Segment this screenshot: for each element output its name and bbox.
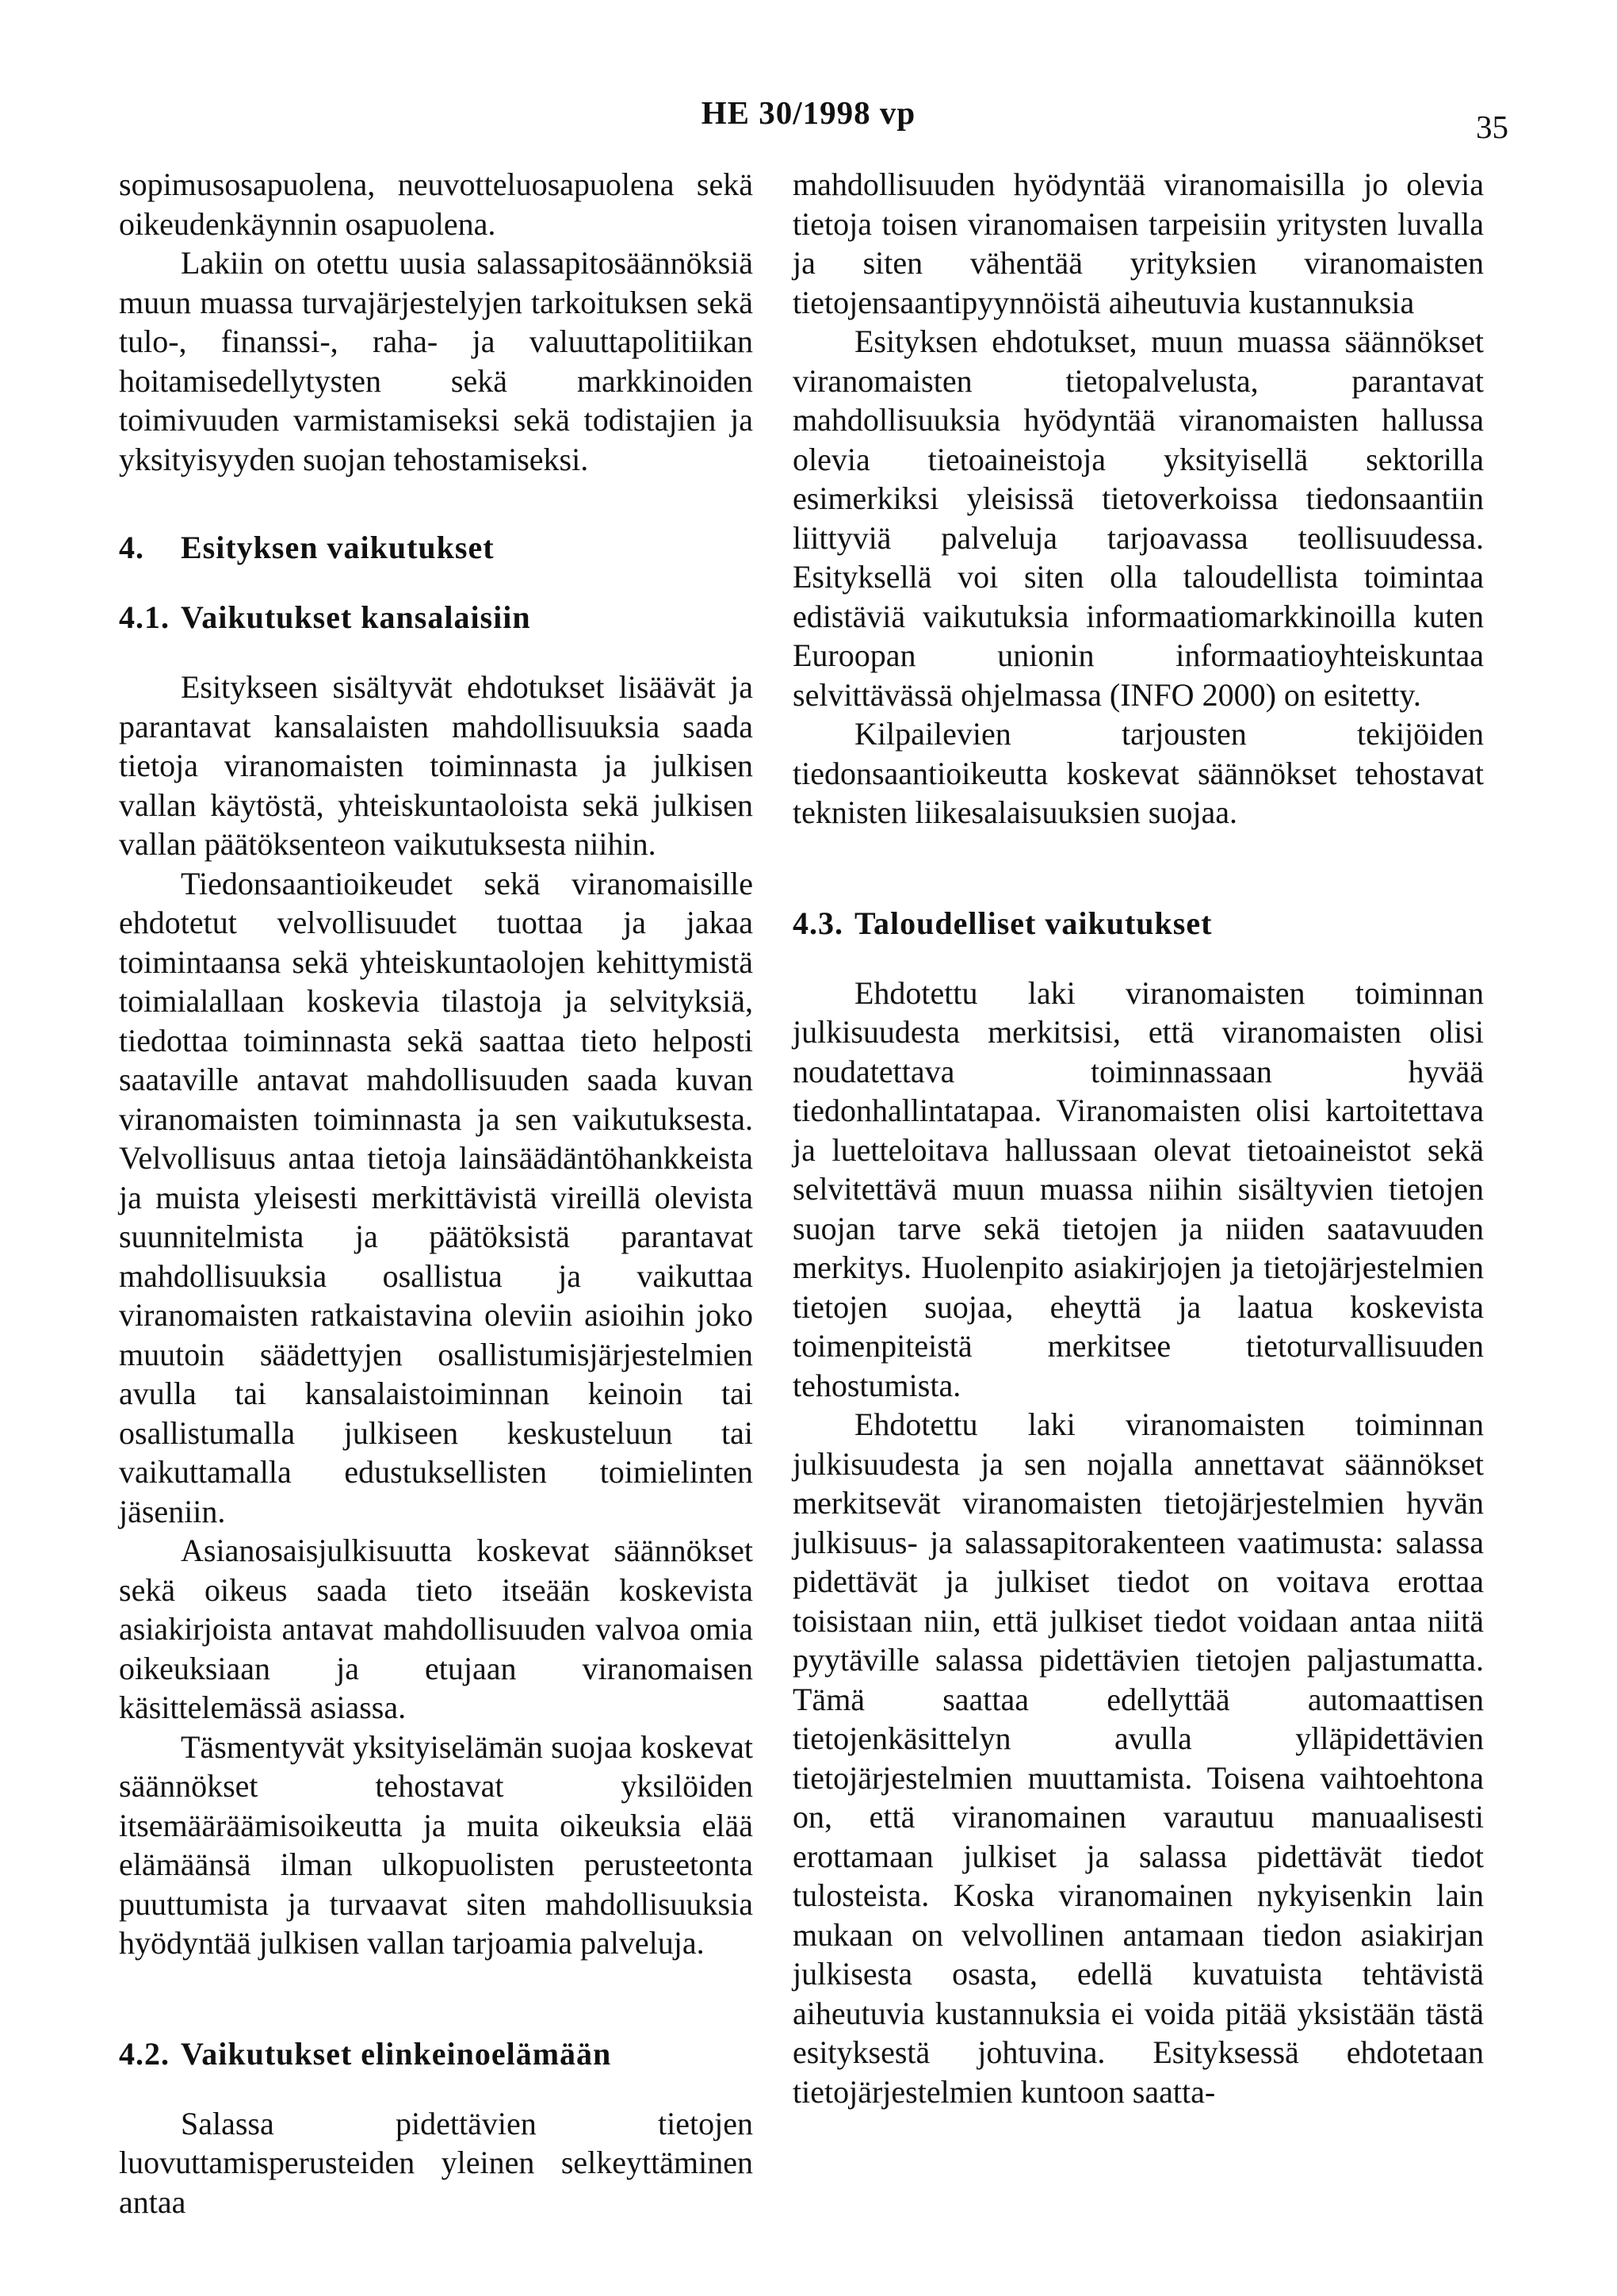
paragraph: Tiedonsaantioikeudet sekä viranomaisille ehdotetut velvollisuudet tuottaa ja jakaa toimintaansa sekä yhteiskuntaolojen kehittymistä toimialallaan koskevia tilastoja ja selvityksiä, tiedottaa toiminnasta sekä saattaa tieto helposti saataville antavat mahdollisuuden saada kuvan viranomaisten toiminnasta ja sen vaikutuksesta. Velvollisuus antaa tietoja lainsäädäntöhankkeista ja muista yleisesti merkittävistä vireillä olevista suunnitelmista ja päätöksistä parantavat mahdollisuuksia osallistua ja vaikuttaa viranomaisten ratkaistavina oleviin asioihin joko muutoin säädettyjen osallistumisjärjestelmien avulla tai kansalaistoiminnan keinoin tai osallistumalla julkiseen keskusteluun tai vaikuttamalla edustuksellisten toimielinten jäseniin.: [119, 865, 753, 1529]
paragraph: Asianosaisjulkisuutta koskevat säännökset sekä oikeus saada tieto itseään koskevista asiakirjoista antavat mahdollisuuden valvoa omia oikeuksiaan ja etujaan viranomaisen käsittelemässä asiassa.: [119, 1533, 753, 1725]
paragraph: Lakiin on otettu uusia salassapitosäännöksiä muun muassa turvajärjestelyjen tarkoituksen sekä tulo-, finanssi-, raha- ja valuuttapolitiikan hoitamisedellytysten sekä markkinoiden toimivuuden varmistamiseksi sekä todistajien ja yksityisyyden suojan tehostamiseksi.: [119, 245, 753, 477]
section-title: Vaikutukset elinkeinoelämään: [181, 2035, 612, 2072]
section-number: 4.3.: [793, 905, 843, 941]
section-title: Esityksen vaikutukset: [181, 530, 495, 565]
page-number: 35: [1476, 109, 1508, 145]
paragraph: Ehdotettu laki viranomaisten toiminnan julkisuudesta merkitsisi, että viranomaisten olisi noudatettava toiminnassaan hyvää tiedonhallintatapaa. Viranomaisten olisi kartoitettava ja luetteloitava hallussaan olevat tietoaineistot sekä selvitettävä muun muassa niihin sisältyvien tietojen suojan tarve sekä tietojen ja niiden saatavuuden merkitys. Huolenpito asiakirjojen ja tietojärjestelmien tietojen suojaa, eheyttä ja laatua koskevista toimenpiteistä merkitsee tietoturvallisuuden tehostumista.: [793, 974, 1484, 1403]
paragraph: Esitykseen sisältyvät ehdotukset lisäävät ja parantavat kansalaisten mahdollisuuksia saada tietoja viranomaisten toiminnasta ja julkisen vallan käytöstä, yhteiskuntaoloista sekä julkisen vallan päätöksenteon vaikutuksesta niihin.: [119, 669, 753, 862]
section-number: 4.2.: [119, 2035, 170, 2072]
paragraph: sopimusosapuolena, neuvotteluosapuolena sekä oikeudenkäynnin osapuolena.: [119, 166, 753, 242]
section-heading-4-3: [793, 904, 1484, 943]
paragraph: Esityksen ehdotukset, muun muassa säännökset viranomaisten tietopalvelusta, parantavat mahdollisuuksia hyödyntää viranomaisten hallussa olevia tietoaineistoja yksityisellä sektorilla esimerkiksi yleisissä tietoverkoissa tiedonsaantiin liittyviä palveluja tarjoavassa teollisuudessa. Esityksellä voi siten olla taloudellista toimintaa edistäviä vaikutuksia informaatiomarkkinoilla kuten Euroopan unionin informaatioyhteiskuntaa selvittävässä ohjelmassa (INFO 2000) on esitetty.: [793, 323, 1484, 713]
paragraph: Kilpailevien tarjousten tekijöiden tiedonsaantioikeutta koskevat säännökset tehostavat teknisten liikesalaisuuksien suojaa.: [793, 716, 1484, 830]
paragraph: Salassa pidettävien tietojen luovuttamisperusteiden yleinen selkeyttäminen antaa: [119, 2105, 753, 2220]
section-title: Taloudelliset vaikutukset: [854, 905, 1213, 941]
section-heading-4: [119, 528, 753, 568]
section-heading-4-1: [119, 598, 753, 637]
paragraph: Ehdotettu laki viranomaisten toiminnan julkisuudesta ja sen nojalla annettavat säännökset merkitsevät viranomaisten tietojärjestelmien hyvän julkisuus- ja salassapitorakenteen vaatimusta: salassa pidettävät ja julkiset tiedot on voitava erottaa toisistaan niin, että julkiset tiedot voidaan antaa niitä pyytäville salassa pidettävien tietojen paljastumatta. Tämä saattaa edellyttää automaattisen tietojenkäsittelyn avulla ylläpidettävien tietojärjestelmien muuttamista. Toisena vaihtoehtona on, että viranomainen varautuu manuaalisesti erottamaan julkiset ja salassa pidettävät tiedot tulosteista. Koska viranomainen nykyisenkin lain mukaan on velvollinen antamaan tiedon asiakirjan julkisesta osasta, edellä kuvatuista tehtävistä aiheutuvia kustannuksia ei voida pitää yksistään tästä esityksestä johtuvina. Esityksessä ehdotetaan tietojärjestelmien kuntoon saatta-: [793, 1406, 1484, 2110]
section-heading-4-2: [119, 2034, 753, 2074]
paragraph: Täsmentyvät yksityiselämän suojaa koskevat säännökset tehostavat yksilöiden itsemääräämisoikeutta ja muita oikeuksia elää elämäänsä ilman ulkopuolisten perusteetonta puuttumista ja turvaavat siten mahdollisuuksia hyödyntää julkisen vallan tarjoamia palveluja.: [119, 1728, 753, 1961]
paragraph: mahdollisuuden hyödyntää viranomaisilla jo olevia tietoja toisen viranomaisen tarpeisiin yritysten luvalla ja siten vähentää yrityksien viranomaisten tietojensaantipyynnöistä aiheutuvia kustannuksia: [793, 166, 1484, 320]
section-number: 4.1.: [119, 599, 170, 635]
right-column: [793, 165, 1484, 2111]
header-title: HE 30/1998 vp: [701, 94, 916, 131]
section-title: Vaikutukset kansalaisiin: [181, 599, 531, 635]
section-number: 4.: [119, 530, 144, 565]
left-column: [119, 165, 753, 2221]
